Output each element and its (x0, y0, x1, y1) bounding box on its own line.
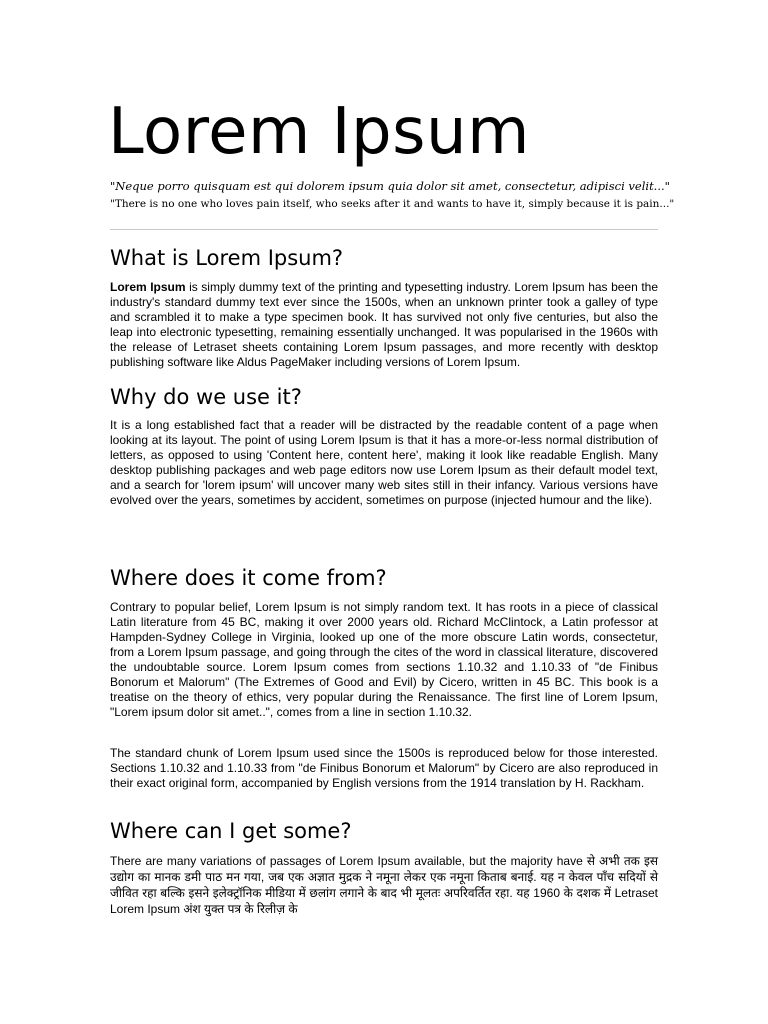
latin-quote: "Neque porro quisquam est qui dolorem ipsum quia dolor sit amet, consectetur, adipisci velit..." (110, 179, 670, 193)
heading-why-use-it: Why do we use it? (110, 385, 302, 409)
paragraph-why-use-it: It is a long established fact that a reader will be distracted by the readable content of a page when looking at its layout. The point of using Lorem Ipsum is that it has a more-or-less normal distribution of letters, as opposed to using 'Content here, content here', making it look like readable English. Many desktop publishing packages and web page editors now use Lorem Ipsum as their default model text, and a search for 'lorem ipsum' will uncover many web sites still in their infancy. Various versions have evolved over the years, sometimes by accident, sometimes on purpose (injected humour and the like). (110, 418, 658, 507)
lead-term: Lorem Ipsum (110, 280, 186, 294)
page-title: Lorem Ipsum (108, 95, 530, 169)
english-quote: "There is no one who loves pain itself, who seeks after it and wants to have it, simply because it is pain..." (110, 198, 675, 210)
paragraph-where-from-2: The standard chunk of Lorem Ipsum used since the 1500s is reproduced below for those interested. Sections 1.10.32 and 1.10.33 from "de Finibus Bonorum et Malorum" by Cicero are also reproduced in their exact original form, accompanied by English versions from the 1914 translation by H. Rackham. (110, 746, 658, 790)
paragraph-where-from-1: Contrary to popular belief, Lorem Ipsum is not simply random text. It has roots in a piece of classical Latin literature from 45 BC, making it over 2000 years old. Richard McClintock, a Latin professor at Hampden-Sydney College in Virginia, looked up one of the more obscure Latin words, consectetur, from a Lorem Ipsum passage, and going through the cites of the word in classical literature, discovered the undoubtable source. Lorem Ipsum comes from sections 1.10.32 and 1.10.33 of "de Finibus Bonorum et Malorum" (The Extremes of Good and Evil) by Cicero, written in 45 BC. This book is a treatise on the theory of ethics, very popular during the Renaissance. The first line of Lorem Ipsum, "Lorem ipsum dolor sit amet..", comes from a line in section 1.10.32. (110, 600, 658, 719)
heading-where-get-some: Where can I get some? (110, 819, 352, 843)
heading-what-is-lorem-ipsum: What is Lorem Ipsum? (110, 246, 344, 270)
heading-where-from: Where does it come from? (110, 566, 387, 590)
divider (110, 229, 658, 230)
paragraph-what-is-lorem-ipsum (110, 280, 658, 370)
paragraph-where-get-some: There are many variations of passages of Lorem Ipsum available, but the majority have से अभी तक इस उद्योग का मानक डमी पाठ मन गया, जब एक अज्ञात मुद्रक ने नमूना लेकर एक नमूना किताब बनाई. यह न केवल पाँच सदियों से जीवित रहा बल्कि इसने इलेक्ट्रॉनिक मीडिया में छलांग लगाने के बाद भी मूलतः अपरिवर्तित रहा. यह 1960 के दशक में Letraset Lorem Ipsum अंश युक्त पत्र के रिलीज़ के (110, 854, 658, 916)
paragraph-text: is simply dummy text of the printing and typesetting industry. Lorem Ipsum has been the industry's standard dummy text ever since the 1500s, when an unknown printer took a galley of type and scrambled it to make a type specimen book. It has survived not only five centuries, but also the leap into electronic typesetting, remaining essentially unchanged. It was popularised in the 1960s with the release of Letraset sheets containing Lorem Ipsum passages, and more recently with desktop publishing software like Aldus PageMaker including versions of Lorem Ipsum. (110, 280, 658, 369)
